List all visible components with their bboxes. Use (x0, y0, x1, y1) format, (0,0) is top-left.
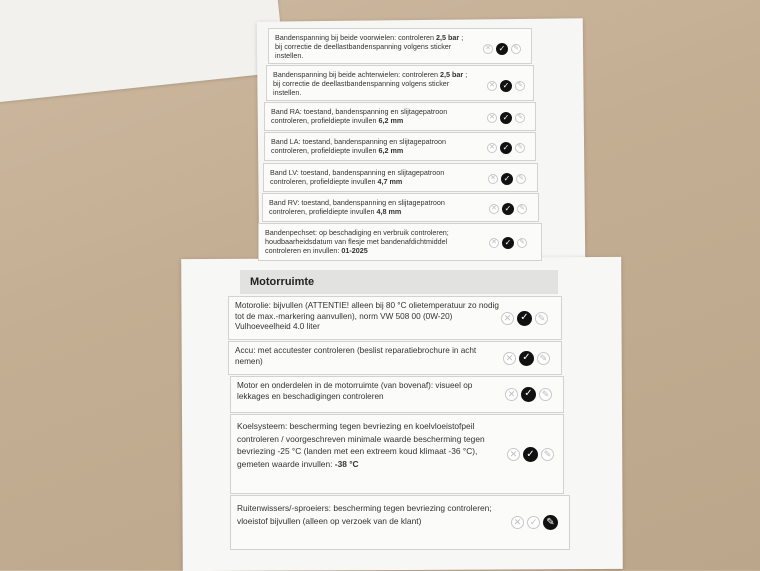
cross-circle-icon: ✕ (511, 516, 524, 529)
item-text: Accu: met accutester controleren (beslist reparatiebrochure in acht nemen) (235, 346, 477, 366)
check-circle-icon: ✓ (521, 387, 536, 402)
status-icons (483, 43, 521, 55)
item-text: Band LA: toestand, bandenspanning en slijtagepatroon controleren, profieldiepte invullen 6,2 mm (271, 137, 447, 156)
checklist-item-cooling-system (230, 414, 564, 494)
wrench-circle-icon: ✎ (543, 515, 558, 530)
status-icons (487, 112, 525, 124)
item-text: Bandenspanning bij beide voorwielen: controleren 2,5 bar ; bij correctie de deellastbandenspanning volgens sticker instellen. (275, 33, 464, 61)
checklist-item-wipers-washers (230, 495, 570, 550)
status-icons (511, 515, 558, 530)
wrench-circle-icon: ✎ (517, 238, 527, 248)
item-text: Motor en onderdelen in de motorruimte (van bovenaf): visueel op lekkages en beschadigingen controleren (237, 381, 473, 401)
cross-circle-icon: ✕ (487, 143, 497, 153)
checklist-item-tyre-ra (264, 102, 536, 131)
check-circle-icon: ✓ (500, 112, 512, 124)
checklist-item-engine-bay-visual (230, 376, 564, 413)
check-circle-icon: ✓ (523, 447, 538, 462)
cross-circle-icon: ✕ (489, 238, 499, 248)
checklist-item-tyre-pressure-rear (266, 65, 534, 101)
wrench-circle-icon: ✎ (515, 81, 525, 91)
cross-circle-icon: ✕ (487, 81, 497, 91)
wrench-circle-icon: ✎ (511, 44, 521, 54)
item-text: Band RA: toestand, bandenspanning en slijtagepatroon controleren, profieldiepte invullen 6,2 mm (271, 107, 448, 126)
check-circle-icon: ✓ (527, 516, 540, 529)
item-text: Motorolie: bijvullen (ATTENTIE! alleen bij 80 °C olietemperatuur zo nodig tot de max.-markering aanvullen), norm VW 508 00 (0W-20) Vulhoeveelheid 4.0 liter (235, 301, 499, 331)
cross-circle-icon: ✕ (487, 113, 497, 123)
item-text: Ruitenwissers/-sproeiers: bescherming tegen bevriezing controleren; vloeistof bijvullen (alleen op verzoek van de klant) (237, 503, 492, 526)
wrench-circle-icon: ✎ (515, 113, 525, 123)
cross-circle-icon: ✕ (507, 448, 520, 461)
status-icons (503, 351, 550, 366)
status-icons (505, 387, 552, 402)
background-paper-sheet (0, 0, 285, 103)
checklist-item-tyre-la (264, 132, 536, 161)
wrench-circle-icon: ✎ (535, 312, 548, 325)
checklist-item-tyre-rv (262, 193, 539, 222)
item-text: Band LV: toestand, bandenspanning en slijtagepatroon controleren, profieldiepte invullen 4,7 mm (270, 168, 445, 187)
cross-circle-icon: ✕ (483, 44, 493, 54)
check-circle-icon: ✓ (500, 80, 512, 92)
section-title-motorruimte: Motorruimte (240, 270, 558, 294)
wrench-circle-icon: ✎ (537, 352, 550, 365)
cross-circle-icon: ✕ (488, 174, 498, 184)
status-icons (489, 203, 527, 215)
check-circle-icon: ✓ (502, 237, 514, 249)
item-text: Bandenpechset: op beschadiging en verbruik controleren; houdbaarheidsdatum van flesje met bandenafdichtmiddel controleren en invullen: 01-2025 (265, 228, 449, 256)
checklist-item-battery (228, 341, 562, 375)
status-icons (489, 237, 527, 249)
status-icons (507, 447, 554, 462)
checklist-item-tyre-pressure-front (268, 28, 532, 64)
cross-circle-icon: ✕ (489, 204, 499, 214)
wrench-circle-icon: ✎ (516, 174, 526, 184)
status-icons (501, 311, 548, 326)
check-circle-icon: ✓ (502, 203, 514, 215)
check-circle-icon: ✓ (501, 173, 513, 185)
item-text: Band RV: toestand, bandenspanning en slijtagepatroon controleren, profieldiepte invullen 4,8 mm (269, 198, 445, 217)
item-text: Koelsysteem: bescherming tegen bevriezing en koelvloeistofpeil controleren / voorgeschreven minimale waarde bescherming tegen bevriezing -25 °C (landen met een extreem koud klimaat -36 °C), gemeten waarde invullen: -38 °C (237, 421, 485, 469)
check-circle-icon: ✓ (500, 142, 512, 154)
wrench-circle-icon: ✎ (541, 448, 554, 461)
checklist-item-tyre-repair-kit (258, 223, 542, 261)
wrench-circle-icon: ✎ (539, 388, 552, 401)
checklist-item-engine-oil (228, 296, 562, 340)
cross-circle-icon: ✕ (501, 312, 514, 325)
wrench-circle-icon: ✎ (515, 143, 525, 153)
check-circle-icon: ✓ (496, 43, 508, 55)
status-icons (487, 80, 525, 92)
wrench-circle-icon: ✎ (517, 204, 527, 214)
cross-circle-icon: ✕ (505, 388, 518, 401)
cross-circle-icon: ✕ (503, 352, 516, 365)
status-icons (487, 142, 525, 154)
check-circle-icon: ✓ (519, 351, 534, 366)
status-icons (488, 173, 526, 185)
item-text: Bandenspanning bij beide achterwielen: controleren 2,5 bar ; bij correctie de deellastbandenspanning volgens sticker instellen. (273, 70, 468, 98)
checklist-item-tyre-lv (263, 163, 538, 192)
check-circle-icon: ✓ (517, 311, 532, 326)
